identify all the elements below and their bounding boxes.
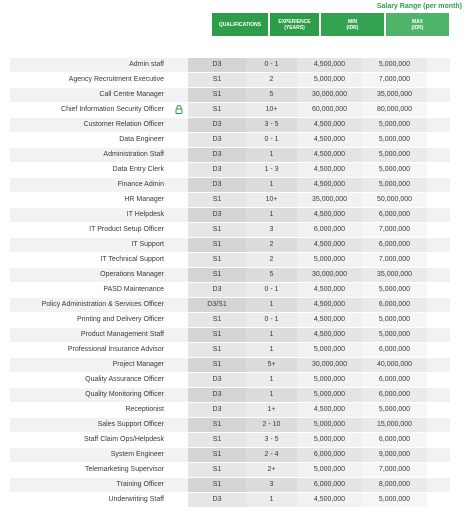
job-title-cell: Data Entry Clerk [112, 166, 164, 173]
table-row [10, 193, 450, 208]
qualification-cell: S1 [188, 253, 246, 267]
qualification-cell: D3 [188, 403, 246, 417]
qualification-cell: D3 [188, 208, 246, 222]
header-experience-label: EXPERIENCE [278, 18, 311, 25]
max-salary-cell: 15,000,000 [362, 418, 427, 432]
header-experience [270, 13, 319, 36]
salary-table [10, 58, 450, 508]
job-title-cell: Finance Admin [117, 181, 164, 188]
job-title-cell: Policy Administration & Services Officer [41, 301, 164, 308]
min-salary-cell: 30,000,000 [297, 88, 362, 102]
experience-cell: 1 [246, 178, 297, 192]
max-salary-cell: 7,000,000 [362, 73, 427, 87]
qualification-cell: D3 [188, 118, 246, 132]
min-salary-cell: 5,000,000 [297, 388, 362, 402]
experience-cell: 3 [246, 223, 297, 237]
min-salary-cell: 4,500,000 [297, 313, 362, 327]
job-title-cell: Quality Assurance Officer [85, 376, 164, 383]
min-salary-cell: 4,500,000 [297, 163, 362, 177]
experience-cell: 1 [246, 148, 297, 162]
table-row [10, 463, 450, 478]
job-title-cell: Customer Relation Officer [83, 121, 164, 128]
table-row [10, 478, 450, 493]
min-salary-cell: 60,000,000 [297, 103, 362, 117]
max-salary-cell: 7,000,000 [362, 253, 427, 267]
min-salary-cell: 4,500,000 [297, 283, 362, 297]
job-title-cell: Agency Recruitment Executive [68, 76, 164, 83]
experience-cell: 10+ [246, 103, 297, 117]
max-salary-cell: 9,000,000 [362, 448, 427, 462]
min-salary-cell: 35,000,000 [297, 193, 362, 207]
qualification-cell: D3 [188, 58, 246, 72]
qualification-cell: S1 [188, 268, 246, 282]
qualification-cell: S1 [188, 418, 246, 432]
experience-cell: 2 - 10 [246, 418, 297, 432]
qualification-cell: D3 [188, 163, 246, 177]
min-salary-cell: 4,500,000 [297, 133, 362, 147]
min-salary-cell: 4,500,000 [297, 328, 362, 342]
table-row [10, 403, 450, 418]
max-salary-cell: 5,000,000 [362, 283, 427, 297]
qualification-cell: S1 [188, 343, 246, 357]
qualification-cell: S1 [188, 313, 246, 327]
table-row [10, 418, 450, 433]
qualification-cell: D3 [188, 283, 246, 297]
min-salary-cell: 5,000,000 [297, 418, 362, 432]
table-row [10, 433, 450, 448]
table-row [10, 343, 450, 358]
qualification-cell: S1 [188, 193, 246, 207]
qualification-cell: S1 [188, 238, 246, 252]
min-salary-cell: 4,500,000 [297, 208, 362, 222]
min-salary-cell: 4,500,000 [297, 403, 362, 417]
table-row [10, 268, 450, 283]
table-row [10, 253, 450, 268]
header-max-unit: (IDR) [411, 24, 424, 31]
job-title-cell: Quality Monitoring Officer [85, 391, 164, 398]
max-salary-cell: 5,000,000 [362, 403, 427, 417]
experience-cell: 3 - 5 [246, 118, 297, 132]
experience-cell: 3 - 5 [246, 433, 297, 447]
qualification-cell: D3 [188, 373, 246, 387]
table-row [10, 88, 450, 103]
experience-cell: 1 [246, 328, 297, 342]
qualification-cell: S1 [188, 478, 246, 492]
table-row [10, 493, 450, 508]
experience-cell: 2 [246, 253, 297, 267]
job-title-cell: Training Officer [116, 481, 164, 488]
min-salary-cell: 5,000,000 [297, 433, 362, 447]
experience-cell: 2 - 4 [246, 448, 297, 462]
job-title-cell: Staff Claim Ops/Helpdesk [83, 436, 164, 443]
max-salary-cell: 5,000,000 [362, 148, 427, 162]
experience-cell: 1 [246, 493, 297, 507]
job-title-cell: Receptionist [125, 406, 164, 413]
qualification-cell: S1 [188, 103, 246, 117]
job-title-cell: Project Manager [112, 361, 164, 368]
header-experience-unit: (YEARS) [284, 24, 305, 31]
max-salary-cell: 6,000,000 [362, 298, 427, 312]
job-title-cell: Product Management Staff [80, 331, 164, 338]
table-row [10, 58, 450, 73]
job-title-cell: Sales Support Officer [97, 421, 164, 428]
table-row [10, 223, 450, 238]
max-salary-cell: 8,000,000 [362, 478, 427, 492]
experience-cell: 2 [246, 238, 297, 252]
table-row [10, 448, 450, 463]
experience-cell: 2+ [246, 463, 297, 477]
table-row [10, 208, 450, 223]
max-salary-cell: 35,000,000 [362, 88, 427, 102]
header-max-label: MAX [411, 18, 424, 25]
table-row [10, 328, 450, 343]
experience-cell: 5+ [246, 358, 297, 372]
min-salary-cell: 6,000,000 [297, 448, 362, 462]
table-row [10, 178, 450, 193]
max-salary-cell: 35,000,000 [362, 268, 427, 282]
job-title-cell: IT Technical Support [100, 256, 164, 263]
min-salary-cell: 6,000,000 [297, 478, 362, 492]
job-title-cell: Data Engineer [119, 136, 164, 143]
qualification-cell: S1 [188, 448, 246, 462]
salary-range-title: Salary Range (per month) [376, 3, 462, 10]
table-row [10, 283, 450, 298]
job-title-text: Chief Information Security Officer [61, 106, 164, 113]
job-title-cell [10, 103, 188, 117]
max-salary-cell: 40,000,000 [362, 358, 427, 372]
max-salary-cell: 6,000,000 [362, 343, 427, 357]
experience-cell: 1 [246, 388, 297, 402]
max-salary-cell: 6,000,000 [362, 433, 427, 447]
table-row [10, 388, 450, 403]
min-salary-cell: 5,000,000 [297, 343, 362, 357]
table-row [10, 73, 450, 88]
max-salary-cell: 5,000,000 [362, 493, 427, 507]
max-salary-cell: 7,000,000 [362, 463, 427, 477]
min-salary-cell: 5,000,000 [297, 73, 362, 87]
job-title-cell: Printing and Delivery Officer [76, 316, 164, 323]
qualification-cell: S1 [188, 88, 246, 102]
experience-cell: 1 [246, 208, 297, 222]
min-salary-cell: 4,500,000 [297, 493, 362, 507]
qualification-cell: S1 [188, 433, 246, 447]
experience-cell: 0 - 1 [246, 283, 297, 297]
job-title-cell: Professional Insurance Advisor [67, 346, 164, 353]
table-row [10, 148, 450, 163]
experience-cell: 2 [246, 73, 297, 87]
experience-cell: 5 [246, 268, 297, 282]
qualification-cell: D3 [188, 133, 246, 147]
qualification-cell: D3 [188, 493, 246, 507]
experience-cell: 3 [246, 478, 297, 492]
table-row [10, 373, 450, 388]
qualification-cell: S1 [188, 328, 246, 342]
job-title-cell: Call Centre Manager [99, 91, 164, 98]
min-salary-cell: 5,000,000 [297, 463, 362, 477]
header-min [321, 13, 384, 36]
table-row [10, 103, 450, 118]
job-title-cell: IT Helpdesk [126, 211, 164, 218]
job-title-cell: IT Product Setup Officer [89, 226, 164, 233]
qualification-cell: S1 [188, 223, 246, 237]
min-salary-cell: 4,500,000 [297, 118, 362, 132]
job-title-cell: PASD Maintenance [103, 286, 164, 293]
max-salary-cell: 5,000,000 [362, 133, 427, 147]
experience-cell: 1 [246, 373, 297, 387]
max-salary-cell: 6,000,000 [362, 388, 427, 402]
job-title-cell: Administration Staff [103, 151, 164, 158]
max-salary-cell: 5,000,000 [362, 163, 427, 177]
header-qualifications-label: QUALIFICATIONS [218, 21, 262, 28]
table-row [10, 298, 450, 313]
job-title-cell: IT Support [131, 241, 164, 248]
job-title-cell: Telemarketing Supervisor [85, 466, 164, 473]
qualification-cell: S1 [188, 73, 246, 87]
table-row [10, 358, 450, 373]
job-title-cell: Admin staff [129, 61, 164, 68]
table-row [10, 238, 450, 253]
min-salary-cell: 30,000,000 [297, 268, 362, 282]
max-salary-cell: 80,000,000 [362, 103, 427, 117]
min-salary-cell: 4,500,000 [297, 58, 362, 72]
experience-cell: 1 [246, 298, 297, 312]
qualification-cell: D3/S1 [188, 298, 246, 312]
experience-cell: 1 - 3 [246, 163, 297, 177]
header-max [386, 13, 449, 36]
min-salary-cell: 4,500,000 [297, 238, 362, 252]
min-salary-cell: 30,000,000 [297, 358, 362, 372]
experience-cell: 5 [246, 88, 297, 102]
max-salary-cell: 50,000,000 [362, 193, 427, 207]
job-title-cell: Underwriting Staff [108, 496, 164, 503]
min-salary-cell: 6,000,000 [297, 223, 362, 237]
min-salary-cell: 5,000,000 [297, 253, 362, 267]
table-row [10, 133, 450, 148]
qualification-cell: D3 [188, 148, 246, 162]
max-salary-cell: 5,000,000 [362, 178, 427, 192]
job-title-cell: Operations Manager [100, 271, 164, 278]
experience-cell: 0 - 1 [246, 313, 297, 327]
experience-cell: 10+ [246, 193, 297, 207]
max-salary-cell: 7,000,000 [362, 223, 427, 237]
max-salary-cell: 6,000,000 [362, 238, 427, 252]
lock-icon [175, 105, 183, 114]
max-salary-cell: 6,000,000 [362, 208, 427, 222]
experience-cell: 1 [246, 343, 297, 357]
job-title-cell: HR Manager [124, 196, 164, 203]
max-salary-cell: 5,000,000 [362, 58, 427, 72]
min-salary-cell: 4,500,000 [297, 298, 362, 312]
max-salary-cell: 6,000,000 [362, 373, 427, 387]
qualification-cell: S1 [188, 463, 246, 477]
table-row [10, 313, 450, 328]
experience-cell: 0 - 1 [246, 133, 297, 147]
table-row [10, 163, 450, 178]
experience-cell: 0 - 1 [246, 58, 297, 72]
qualification-cell: D3 [188, 388, 246, 402]
min-salary-cell: 5,000,000 [297, 373, 362, 387]
max-salary-cell: 5,000,000 [362, 328, 427, 342]
header-min-unit: (IDR) [346, 24, 359, 31]
qualification-cell: S1 [188, 358, 246, 372]
min-salary-cell: 4,500,000 [297, 148, 362, 162]
max-salary-cell: 5,000,000 [362, 118, 427, 132]
header-qualifications [212, 13, 268, 36]
table-row [10, 118, 450, 133]
header-min-label: MIN [347, 18, 358, 25]
job-title-cell: System Engineer [110, 451, 164, 458]
qualification-cell: D3 [188, 178, 246, 192]
experience-cell: 1+ [246, 403, 297, 417]
max-salary-cell: 5,000,000 [362, 313, 427, 327]
min-salary-cell: 4,500,000 [297, 178, 362, 192]
